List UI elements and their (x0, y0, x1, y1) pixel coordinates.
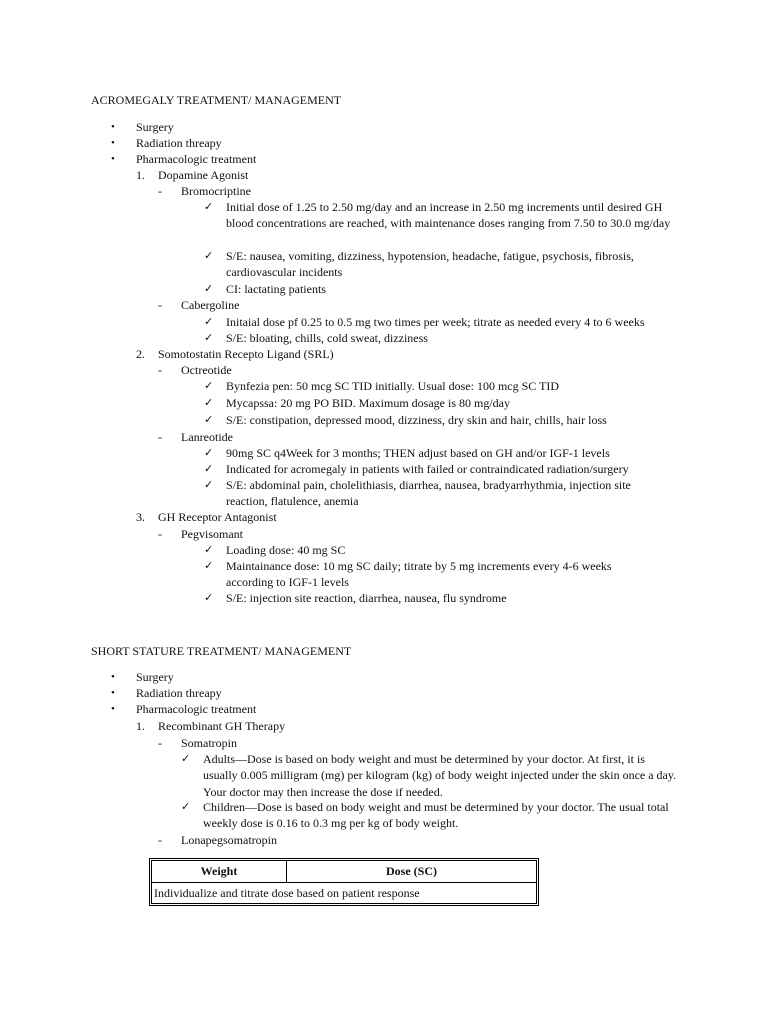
bullet-icon: • (111, 137, 115, 149)
check-icon: ✓ (204, 379, 214, 392)
list-item: Initial dose of 1.25 to 2.50 mg/day and an increase in 2.50 mg increments until desired GH blood concentrations are reached, with maintenance doses ranging from 7.50 to 30.0 mg/day (226, 200, 671, 231)
list-item: S/E: nausea, vomiting, dizziness, hypotension, headache, fatigue, psychosis, fibrosis, cardiovascular incidents (226, 249, 634, 280)
list-item: Mycapssa: 20 mg PO BID. Maximum dosage is 80 mg/day (226, 396, 510, 410)
list-item: S/E: constipation, depressed mood, dizziness, dry skin and hair, chills, hair loss (226, 413, 607, 427)
check-icon: ✓ (204, 396, 214, 409)
dash-icon: - (158, 184, 162, 198)
list-item: Initaial dose pf 0.25 to 0.5 mg two times per week; titrate as needed every 4 to 6 weeks (226, 315, 645, 329)
check-icon: ✓ (181, 752, 191, 765)
table-header-dose: Dose (SC) (287, 861, 536, 883)
drug-name: Somatropin (181, 736, 237, 750)
dash-icon: - (158, 736, 162, 750)
list-number: 3. (136, 510, 145, 524)
list-item: Pharmacologic treatment (136, 152, 257, 166)
bullet-icon: • (111, 703, 115, 715)
check-icon: ✓ (204, 331, 214, 344)
table-cell: Individualize and titrate dose based on patient response (154, 885, 420, 900)
check-icon: ✓ (204, 543, 214, 556)
list-item: Adults—Dose is based on body weight and must be determined by your doctor. At first, it is usually 0.005 milligram (mg) per kilogram (kg) of body weight injected under the skin once a day. Your doctor may then increase the dose if needed. (203, 752, 677, 799)
list-number: 1. (136, 168, 145, 182)
check-icon: ✓ (204, 413, 214, 426)
drug-name: Cabergoline (181, 298, 240, 312)
check-icon: ✓ (204, 249, 214, 262)
list-item: Bynfezia pen: 50 mcg SC TID initially. Usual dose: 100 mcg SC TID (226, 379, 560, 393)
drug-name: Octreotide (181, 363, 232, 377)
table-row (152, 883, 536, 903)
list-item: CI: lactating patients (226, 282, 326, 296)
check-icon: ✓ (204, 282, 214, 295)
list-item: Pharmacologic treatment (136, 702, 257, 716)
check-icon: ✓ (204, 462, 214, 475)
table-header-weight: Weight (152, 861, 287, 883)
subheading: Recombinant GH Therapy (158, 719, 286, 733)
drug-name: Lanreotide (181, 430, 233, 444)
list-item: Loading dose: 40 mg SC (226, 543, 346, 557)
subheading: GH Receptor Antagonist (158, 510, 277, 524)
bullet-icon: • (111, 153, 115, 165)
list-item: 90mg SC q4Week for 3 months; THEN adjust based on GH and/or IGF-1 levels (226, 446, 610, 460)
list-number: 2. (136, 347, 145, 361)
dose-table (151, 860, 537, 904)
check-icon: ✓ (181, 800, 191, 813)
list-item: Indicated for acromegaly in patients with failed or contraindicated radiation/surgery (226, 462, 629, 476)
subheading: Somotostatin Recepto Ligand (SRL) (158, 347, 334, 361)
list-item: Children—Dose is based on body weight and must be determined by your doctor. The usual total weekly dose is 0.16 to 0.3 mg per kg of body weight. (203, 800, 669, 831)
list-item: Maintainance dose: 10 mg SC daily; titrate by 5 mg increments every 4-6 weeks according to IGF-1 levels (226, 559, 612, 590)
drug-name: Lonapegsomatropin (181, 833, 277, 847)
acromegaly-heading: ACROMEGALY TREATMENT/ MANAGEMENT (91, 93, 342, 107)
check-icon: ✓ (204, 446, 214, 459)
check-icon: ✓ (204, 315, 214, 328)
list-item: Surgery (136, 120, 174, 134)
list-item: S/E: abdominal pain, cholelithiasis, diarrhea, nausea, bradyarrhythmia, injection site reaction, flatulence, anemia (226, 478, 631, 509)
bullet-icon: • (111, 671, 115, 683)
dash-icon: - (158, 430, 162, 444)
drug-name: Bromocriptine (181, 184, 251, 198)
check-icon: ✓ (204, 478, 214, 491)
bullet-icon: • (111, 687, 115, 699)
check-icon: ✓ (204, 200, 214, 213)
drug-name: Pegvisomant (181, 527, 243, 541)
short-stature-heading: SHORT STATURE TREATMENT/ MANAGEMENT (91, 644, 352, 658)
list-item: S/E: bloating, chills, cold sweat, dizziness (226, 331, 428, 345)
dash-icon: - (158, 527, 162, 541)
list-item: Surgery (136, 670, 174, 684)
list-number: 1. (136, 719, 145, 733)
list-item: Radiation threapy (136, 136, 222, 150)
dash-icon: - (158, 833, 162, 847)
check-icon: ✓ (204, 591, 214, 604)
list-item: Radiation threapy (136, 686, 222, 700)
dash-icon: - (158, 298, 162, 312)
dash-icon: - (158, 363, 162, 377)
bullet-icon: • (111, 121, 115, 133)
check-icon: ✓ (204, 559, 214, 572)
list-item: S/E: injection site reaction, diarrhea, nausea, flu syndrome (226, 591, 507, 605)
subheading: Dopamine Agonist (158, 168, 249, 182)
table-header-row (152, 861, 536, 883)
